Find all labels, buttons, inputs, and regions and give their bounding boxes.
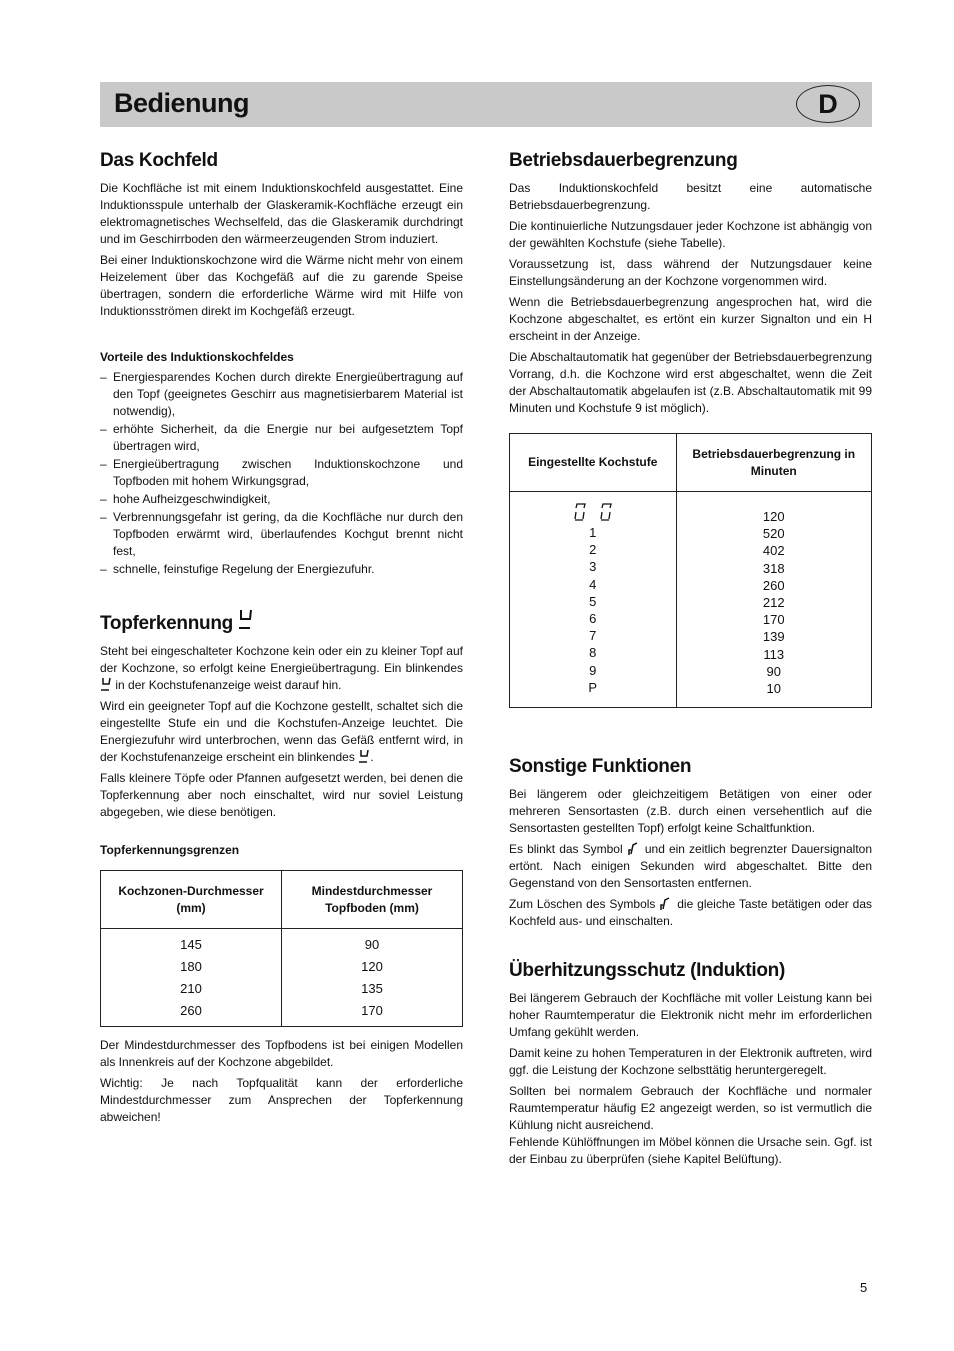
paragraph: Wenn die Betriebsdauerbegrenzung angesprochen hat, wird die Kochzone abgeschaltet, es ertönt ein kurzer Signalton und ein H erscheint in der Anzeige. — [509, 295, 872, 343]
table-header: Eingestellte Kochstufe — [510, 434, 677, 492]
pot-detection-icon — [100, 677, 112, 693]
cell-value: 90 — [364, 936, 380, 952]
language-badge: D — [796, 85, 860, 123]
section-topferkennung — [100, 608, 463, 1126]
cell-value: 170 — [361, 1002, 383, 1018]
page-title: Bedienung — [114, 88, 249, 118]
section-title-kochfeld: Das Kochfeld — [100, 150, 218, 171]
text: Zum Löschen des Symbols — [509, 897, 656, 912]
text: Steht bei eingeschalteter Kochzone kein oder ein zu kleiner Topf auf der Kochzone, so erfolgt keine Energieübertragung. Ein blinkendes — [100, 644, 463, 675]
cell-value: 170 — [762, 612, 785, 628]
paragraph: Voraussetzung ist, dass während der Nutzungsdauer keine Einstellungsänderung an der Kochzone vorgenommen wird. — [509, 257, 872, 288]
paragraph — [509, 841, 872, 892]
topferkennung-table — [100, 870, 463, 1027]
cell-value: 318 — [762, 560, 785, 576]
list-item: – Verbrennungsgefahr ist gering, da die Kochfläche nur durch den Topfboden erwärmt wird, überlaufendes Kochgut brennt nicht fest, — [100, 509, 463, 560]
table-header: Kochzonen-Durchmesser (mm) — [101, 871, 282, 929]
section-title-ueberhitzungsschutz: Überhitzungsschutz (Induktion) — [509, 960, 785, 982]
list-item: – erhöhte Sicherheit, da die Energie nur bei aufgesetztem Topf übertragen wird, — [100, 421, 463, 455]
left-column — [100, 150, 463, 1130]
list-item: – schnelle, feinstufige Regelung der Energiezufuhr. — [100, 561, 463, 578]
section-ueberhitzungsschutz — [509, 960, 872, 1168]
pot-detection-icon — [238, 608, 254, 632]
cell-value: 9 — [589, 662, 597, 678]
cell-value: 90 — [766, 663, 781, 679]
cell-value: 4 — [589, 576, 597, 592]
text: und ein zeitlich begrenzter Dauersignalton ertönt. Nach einigen Sekunden wird abgeschaltet. Bitte den Gegenstand von den Sensortasten entfernen. — [509, 842, 872, 891]
paragraph: Die Abschaltautomatik hat gegenüber der Betriebsdauerbegrenzung Vorrang, d.h. die Kochzone wird erst abgeschaltet, wenn die Zeit der Abschaltautomatik abgelaufen ist (z.B. Abschaltautomatik mit 99 Minuten und Kochstufe 9 ist möglich). — [509, 350, 872, 415]
paragraph: Sollten bei normalem Gebrauch der Kochfläche und normaler Raumtemperatur häufig E2 angezeigt werden, so ist vermutlich die Kühlung nicht ausreichend. — [509, 1084, 872, 1133]
section-title-sonstige: Sonstige Funktionen — [509, 756, 692, 778]
cell-value: 3 — [589, 559, 597, 575]
cell-value: 135 — [361, 980, 383, 996]
cell-value: 5 — [589, 593, 597, 609]
list-item: – Energiesparendes Kochen durch direkte Energieübertragung auf den Topf (geeignetes Geschirr aus magnetisierbarem Material ist notwendig), — [100, 369, 463, 420]
paragraph: Wichtig: Je nach Topfqualität kann der erforderliche Mindestdurchmesser zum Ansprechen der Topferkennung abweichen! — [100, 1076, 463, 1124]
text: in der Kochstufenanzeige weist darauf hin. — [115, 678, 342, 692]
paragraph: Die kontinuierliche Nutzungsdauer jeder Kochzone ist abhängig von der gewählten Kochstufe (siehe Tabelle). — [509, 219, 872, 250]
paragraph: Damit keine zu hohen Temperaturen in der Elektronik auftreten, wird ggf. die Leistung der Kochzone selbsttätig heruntergeregelt. — [509, 1046, 872, 1078]
section-title-betriebsdauer: Betriebsdauerbegrenzung — [509, 150, 738, 171]
betriebsdauer-table — [509, 433, 872, 708]
paragraph: Der Mindestdurchmesser des Topfbodens ist bei einigen Modellen als Innenkreis auf der Kochzone abgebildet. — [100, 1038, 463, 1069]
cell-value: 139 — [762, 629, 785, 645]
table-header: Betriebsdauerbegrenzung in Minuten — [676, 434, 871, 492]
text: . — [370, 750, 374, 764]
paragraph: Bei einer Induktionskochzone wird die Wärme nicht mehr von einem Heizelement über das Kochgefäß auf die zu garende Speise übertragen, sondern die erforderliche Wärme wird mit Hilfe von Induktionsströmen direkt im Kochgefäß erzeugt. — [100, 253, 463, 318]
section-betriebsdauer — [509, 150, 872, 708]
text: Es blinkt das Symbol — [509, 842, 623, 857]
text: die gleiche Taste betätigen oder das Kochfeld aus- und einschalten. — [509, 897, 872, 929]
subheading-grenzen: Topferkennungsgrenzen — [100, 843, 240, 857]
cell-value: 402 — [762, 543, 785, 559]
paragraph: Falls kleinere Töpfe oder Pfannen aufgesetzt werden, bei denen die Topferkennung aber noch einschaltet, wird nur soviel Leistung abgegeben, wie diese benötigen. — [100, 771, 463, 819]
key-lock-icon — [659, 896, 673, 912]
page-number: 5 — [860, 1280, 868, 1295]
vorteile-list — [100, 369, 463, 578]
section-title-text: Topferkennung — [100, 613, 233, 634]
segment-display-icon — [516, 502, 670, 524]
cell-value: 113 — [763, 646, 785, 662]
subheading-vorteile: Vorteile des Induktionskochfeldes — [100, 350, 294, 364]
section-title-topferkennung — [100, 608, 463, 635]
list-item: – Energieübertragung zwischen Induktionskochzone und Topfboden mit hohem Wirkungsgrad, — [100, 456, 463, 490]
paragraph — [100, 698, 463, 766]
header-bar — [100, 82, 872, 127]
paragraph: Bei längerem oder gleichzeitigem Betätigen von einer oder mehreren Sensortasten (z.B. durch einen versehentlich auf die Sensortasten gestellten Topf) erfolgt keine Schaltfunktion. — [509, 787, 872, 836]
cell-value: 180 — [180, 958, 202, 974]
table-cell — [510, 492, 677, 708]
paragraph: Fehlende Kühlöffnungen im Möbel können die Ursache sein. Ggf. ist der Einbau zu überprüfen (siehe Kapitel Belüftung). — [509, 1135, 872, 1167]
key-lock-icon — [627, 841, 641, 857]
cell-value: 210 — [180, 980, 202, 996]
table-cell — [101, 929, 282, 1027]
cell-value: 260 — [762, 577, 785, 593]
cell-value: 6 — [589, 611, 597, 627]
cell-value: P — [588, 679, 598, 695]
text: Wird ein geeigneter Topf auf die Kochzone gestellt, schaltet sich die eingestellte Stufe ein und die Kochstufen-Anzeige leuchtet. Die Energiezufuhr wird unterbrochen, wenn das Gefäß entfernt wird, in der Kochstufenanzeige erscheint ein blinkendes — [100, 699, 463, 764]
table-cell — [676, 492, 871, 708]
cell-value: 10 — [766, 681, 781, 697]
paragraph: Bei längerem Gebrauch der Kochfläche mit voller Leistung kann bei hoher Raumtemperatur die Elektronik nicht mehr im erforderlichen Umfang gekühlt werden. — [509, 991, 872, 1040]
cell-value: 2 — [589, 542, 597, 558]
cell-value: 1 — [589, 525, 597, 540]
table-header: Mindestdurchmesser Topfboden (mm) — [282, 871, 463, 929]
paragraph: Die Kochfläche ist mit einem Induktionskochfeld ausgestattet. Eine Induktionsspule unterhalb der Glaskeramik-Kochfläche erzeugt ein elektromagnetisches Wechselfeld, das die Glaskeramik durchdringt und im Geschirrboden den wärmeerzeugenden Strom induziert. — [100, 181, 463, 246]
list-item: – hohe Aufheizgeschwindigkeit, — [100, 491, 463, 508]
cell-value: 145 — [180, 936, 202, 952]
cell-value: 120 — [361, 958, 383, 974]
right-column — [509, 150, 872, 1172]
paragraph: Das Induktionskochfeld besitzt eine automatische Betriebsdauerbegrenzung. — [509, 181, 872, 212]
section-sonstige — [509, 756, 872, 930]
cell-value: 520 — [762, 526, 785, 542]
table-cell — [282, 929, 463, 1027]
cell-value: 8 — [589, 645, 597, 661]
paragraph — [100, 643, 463, 694]
cell-value: 260 — [180, 1002, 202, 1018]
paragraph — [509, 896, 872, 930]
section-kochfeld — [100, 150, 463, 578]
cell-value: 7 — [589, 628, 597, 644]
cell-value: 120 — [762, 509, 785, 524]
pot-detection-icon — [358, 749, 370, 765]
cell-value: 212 — [762, 595, 785, 611]
